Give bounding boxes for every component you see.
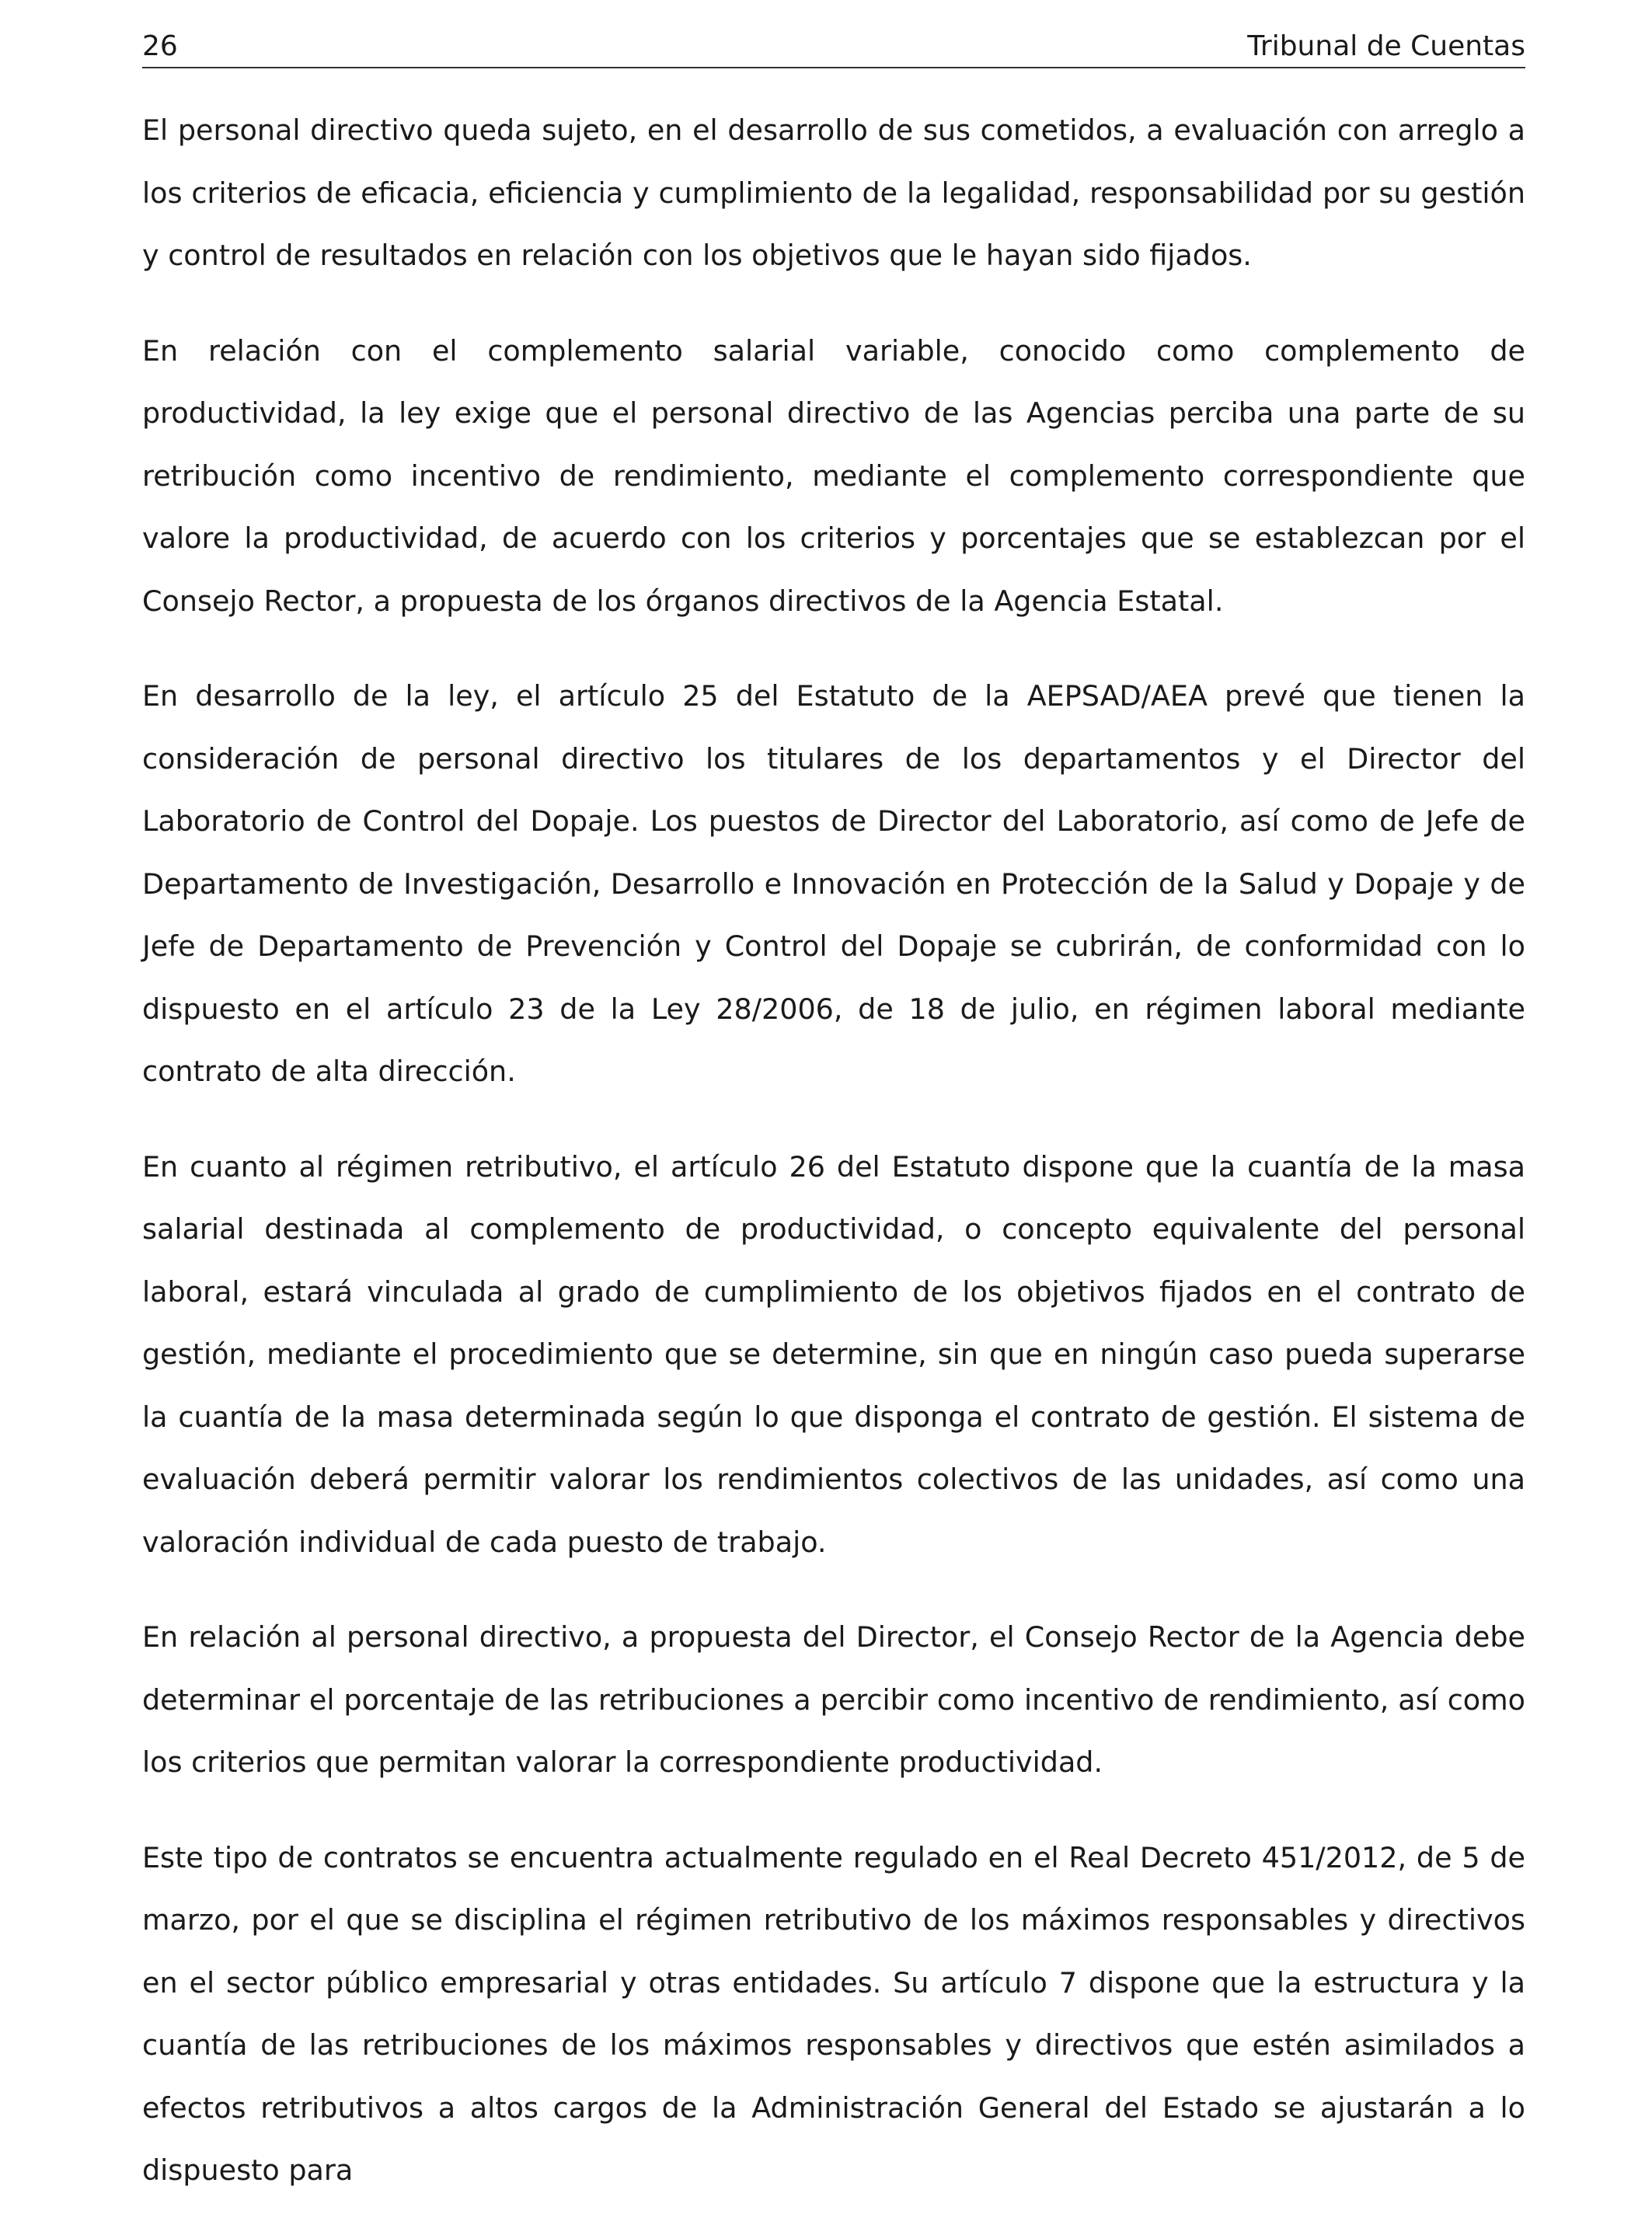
page-number: 26 xyxy=(142,30,178,62)
body-text xyxy=(142,99,1525,2235)
paragraph-incentivo-rendimiento: En relación al personal directivo, a propuesta del Director, el Consejo Rector de la Agencia debe determinar el porcentaje de las retribuciones a percibir como incentivo de rendimiento, así como los criterios que permitan valorar la correspondiente productividad. xyxy=(142,1620,1525,1779)
running-title: Tribunal de Cuentas xyxy=(1247,30,1525,62)
running-header xyxy=(142,28,1525,68)
paragraph-real-decreto: Este tipo de contratos se encuentra actualmente regulado en el Real Decreto 451/2012, de 5 de marzo, por el que se disciplina el régimen retributivo de los máximos responsables y directivos en el sector público empresarial y otras entidades. Su artículo 7 dispone que la estructura y la cuantía de las retribuciones de los máximos responsables y directivos que estén asimilados a efectos retributivos a altos cargos de la Administración General del Estado se ajustarán a lo dispuesto para xyxy=(142,1840,1525,2187)
paragraph-complemento-productividad: En relación con el complemento salarial variable, conocido como complemento de productividad, la ley exige que el personal directivo de las Agencias perciba una parte de su retribución como incentivo de rendimiento, mediante el complemento correspondiente que valore la productividad, de acuerdo con los criterios y porcentajes que se establezcan por el Consejo Rector, a propuesta de los órganos directivos de la Agencia Estatal. xyxy=(142,333,1525,618)
paragraph-evaluacion-directivo: El personal directivo queda sujeto, en el desarrollo de sus cometidos, a evaluación con arreglo a los criterios de eficacia, eficiencia y cumplimiento de la legalidad, responsabilidad por su gestión y control de resultados en relación con los objetivos que le hayan sido fijados. xyxy=(142,113,1525,272)
paragraph-articulo-25: En desarrollo de la ley, el artículo 25 del Estatuto de la AEPSAD/AEA prevé que tienen la consideración de personal directivo los titulares de los departamentos y el Director del Laboratorio de Control del Dopaje. Los puestos de Director del Laboratorio, así como de Jefe de Departamento de Investigación, Desarrollo e Innovación en Protección de la Salud y Dopaje y de Jefe de Departamento de Prevención y Control del Dopaje se cubrirán, de conformidad con lo dispuesto en el artículo 23 de la Ley 28/2006, de 18 de julio, en régimen laboral mediante contrato de alta dirección. xyxy=(142,679,1525,1088)
paragraph-regimen-retributivo: En cuanto al régimen retributivo, el artículo 26 del Estatuto dispone que la cuantía de la masa salarial destinada al complemento de productividad, o concepto equivalente del personal laboral, estará vinculada al grado de cumplimiento de los objetivos fijados en el contrato de gestión, mediante el procedimiento que se determine, sin que en ningún caso pueda superarse la cuantía de la masa determinada según lo que disponga el contrato de gestión. El sistema de evaluación deberá permitir valorar los rendimientos colectivos de las unidades, así como una valoración individual de cada puesto de trabajo. xyxy=(142,1149,1525,1559)
